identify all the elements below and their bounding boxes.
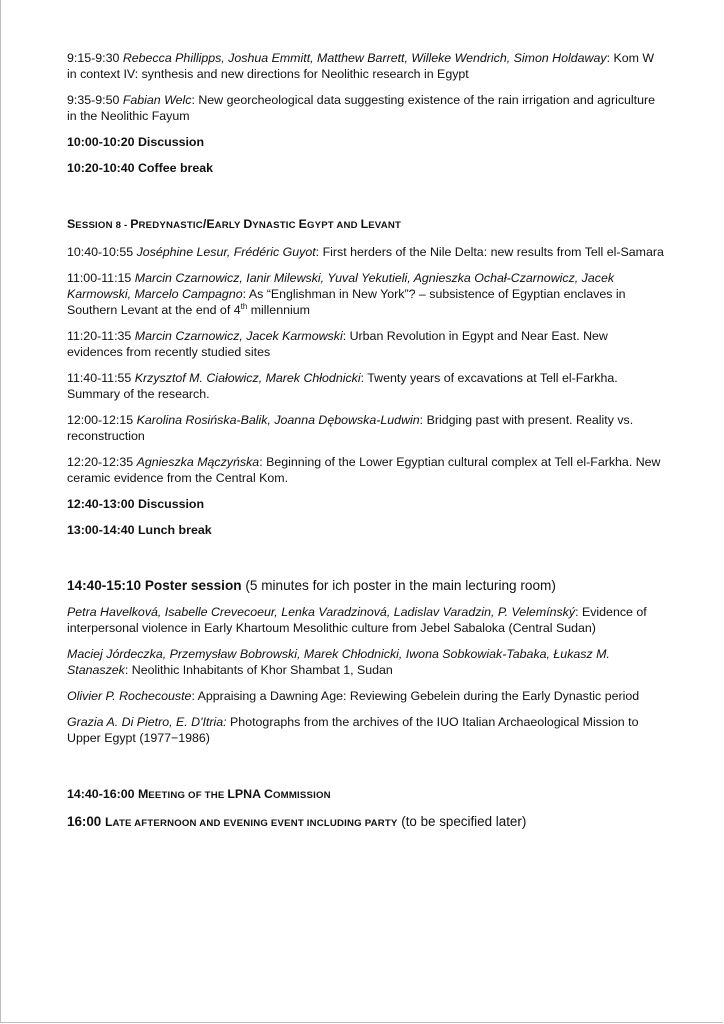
program-content [67,50,667,832]
talk-authors: Marcin Czarnowicz, Ianir Milewski, Yuval Yekutieli, Agnieszka Ochał-Czarnowicz, Jacek Karmowski, Marcelo Campagno [67,271,615,301]
talk-title: As “Englishman in New York”? – subsistence of Egyptian enclaves in Southern Levant at the end of 4th millennium [67,287,626,317]
talk-authors: Karolina Rosińska-Balik, Joanna Dębowska-Ludwin [136,413,420,427]
coffee-break-slot: 10:20-10:40 Coffee break [67,161,214,175]
talk-entry: 9:15-9:30 Rebecca Phillipps, Joshua Emmitt, Matthew Barrett, Willeke Wendrich, Simon Holdaway: Kom W in context IV: synthesis and new directions for Neolithic research in Egypt [67,51,655,81]
talk-time: 9:15-9:30 [67,51,120,65]
evening-event-slot: 16:00 LATE AFTERNOON AND EVENING EVENT INCLUDING PARTY (to be specified later) [67,814,527,829]
talk-entry: 11:20-11:35 Marcin Czarnowicz, Jacek Karmowski: Urban Revolution in Egypt and Near East. New evidences from recently studied sites [67,329,608,359]
talk-time: 12:00-12:15 [67,413,134,427]
talk-title: New georcheological data suggesting existence of the rain irrigation and agriculture in the Neolithic Fayum [67,93,656,123]
talk-entry: 10:40-10:55 Joséphine Lesur, Frédéric Guyot: First herders of the Nile Delta: new results from Tell el-Samara [67,245,664,259]
talk-time: 12:20-12:35 [67,455,134,469]
talk-title: Kom W in context IV: synthesis and new directions for Neolithic research in Egypt [67,51,655,81]
talk-entry: 12:00-12:15 Karolina Rosińska-Balik, Joanna Dębowska-Ludwin: Bridging past with present. Reality vs. reconstruction [67,413,634,443]
talk-time: 9:35-9:50 [67,93,120,107]
poster-entry: Maciej Jórdeczka, Przemysław Bobrowski, Marek Chłodnicki, Iwona Sobkowiak-Tabaka, Łukasz M. Stanaszek: Neolithic Inhabitants of Khor Shambat 1, Sudan [67,647,610,677]
talk-authors: Marcin Czarnowicz, Jacek Karmowski [134,329,343,343]
talk-time: 11:40-11:55 [67,371,132,385]
discussion-slot: 12:40-13:00 Discussion [67,497,205,511]
talk-authors: Agnieszka Mączyńska [136,455,260,469]
poster-authors: Olivier P. Rochecouste [67,689,192,703]
poster-entry: Petra Havelková, Isabelle Crevecoeur, Lenka Varadzinová, Ladislav Varadzin, P. Velemínský: Evidence of interpersonal violence in Early Khartoum Mesolithic culture from Jebel Sabaloka (Central Sudan) [67,605,647,635]
talk-title: Urban Revolution in Egypt and Near East. New evidences from recently studied sites [67,329,608,359]
talk-title: Bridging past with present. Reality vs. reconstruction [67,413,634,443]
talk-authors: Joséphine Lesur, Frédéric Guyot [136,245,316,259]
poster-authors: Grazia A. Di Pietro, E. D'Itria: [67,715,227,729]
poster-entry [67,714,667,746]
talk-title: First herders of the Nile Delta: new results from Tell el-Samara [322,245,664,259]
session-heading: SESSION 8 - PREDYNASTIC/EARLY DYNASTIC EGYPT AND LEVANT [67,217,402,231]
poster-session-heading: 14:40-15:10 Poster session (5 minutes for ich poster in the main lecturing room) [67,578,556,593]
talk-authors: Krzysztof M. Ciałowicz, Marek Chłodnicki [134,371,361,385]
poster-title: Evidence of interpersonal violence in Early Khartoum Mesolithic culture from Jebel Sabaloka (Central Sudan) [67,605,647,635]
poster-authors: Petra Havelková, Isabelle Crevecoeur, Lenka Varadzinová, Ladislav Varadzin, P. Velemínský [67,605,576,619]
talk-time: 11:20-11:35 [67,329,132,343]
discussion-slot: 10:00-10:20 Discussion [67,135,205,149]
talk-title: Twenty years of excavations at Tell el-Farkha. Summary of the research. [67,371,618,401]
poster-title: Appraising a Dawning Age: Reviewing Gebelein during the Early Dynastic period [197,689,640,703]
poster-title: Photographs from the archives of the IUO Italian Archaeological Mission to Upper Egypt (1977−1986) [67,715,639,745]
talk-entry: 11:00-11:15 Marcin Czarnowicz, Ianir Milewski, Yuval Yekutieli, Agnieszka Ochał-Czarnowicz, Jacek Karmowski, Marcelo Campagno: As “Englishman in New York”? – subsistence of Egyptian enclaves in Southern Levant at the end of 4th millennium [67,271,626,317]
talk-time: 11:00-11:15 [67,271,132,285]
talk-authors: Fabian Welc [122,93,192,107]
talk-title: Beginning of the Lower Egyptian cultural complex at Tell el-Farkha. New ceramic evidence from the Central Kom. [67,455,661,485]
poster-authors: Maciej Jórdeczka, Przemysław Bobrowski, Marek Chłodnicki, Iwona Sobkowiak-Tabaka, Łukasz M. Stanaszek [67,647,610,677]
commission-meeting-slot: 14:40-16:00 MEETING OF THE LPNA COMMISSION [67,787,331,801]
talk-authors: Rebecca Phillipps, Joshua Emmitt, Matthew Barrett, Willeke Wendrich, Simon Holdaway [122,51,607,65]
lunch-break-slot: 13:00-14:40 Lunch break [67,523,212,537]
talk-entry: 11:40-11:55 Krzysztof M. Ciałowicz, Marek Chłodnicki: Twenty years of excavations at Tell el-Farkha. Summary of the research. [67,371,618,401]
poster-title: Neolithic Inhabitants of Khor Shambat 1, Sudan [131,663,393,677]
talk-entry: 9:35-9:50 Fabian Welc: New georcheological data suggesting existence of the rain irrigation and agriculture in the Neolithic Fayum [67,93,656,123]
talk-entry: 12:20-12:35 Agnieszka Mączyńska: Beginning of the Lower Egyptian cultural complex at Tell el-Farkha. New ceramic evidence from the Central Kom. [67,455,661,485]
poster-entry: Olivier P. Rochecouste: Appraising a Dawning Age: Reviewing Gebelein during the Early Dynastic period [67,689,640,703]
talk-time: 10:40-10:55 [67,245,134,259]
